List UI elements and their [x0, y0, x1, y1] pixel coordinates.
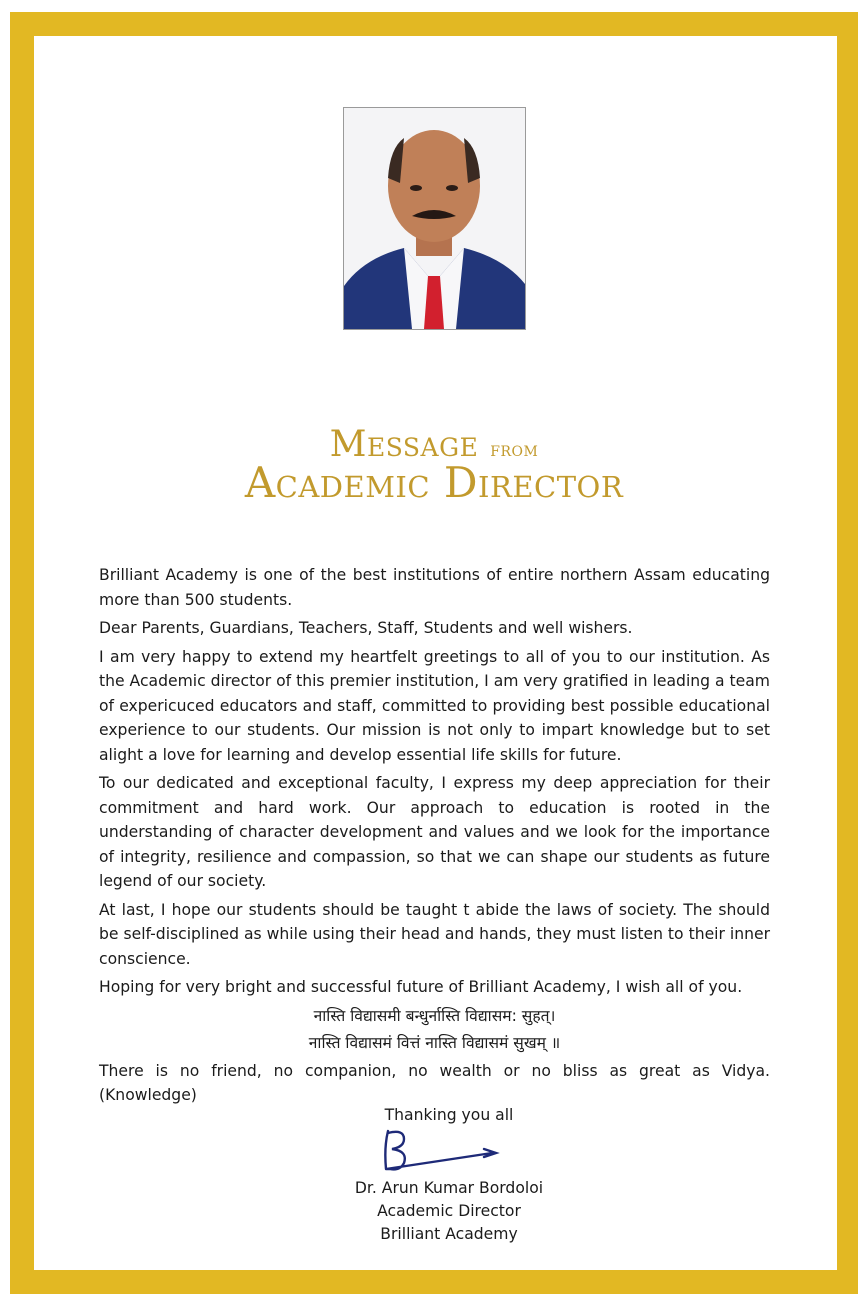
title-academic-director: Academic Director: [244, 458, 624, 507]
paragraph-greetings: I am very happy to extend my heartfelt greetings to all of you to our institution. As the Academic director of this premier institution, I am very gratified in leading a team of expericuced educators and staff, committed to providing best possible educational experience to our students. Our mission is not only to impart knowledge but to set alight a love for learning and develop essential life skills for future.: [99, 647, 770, 764]
director-portrait-photo: [343, 107, 526, 330]
verse-translation: There is no friend, no companion, no wealth or no bliss as great as Vidya. (Knowledge): [99, 1061, 770, 1104]
title-word-from: from: [490, 437, 539, 461]
signatory-name: Dr. Arun Kumar Bordoloi: [354, 1179, 544, 1197]
handwritten-signature: [374, 1125, 506, 1181]
paragraph-faculty: To our dedicated and exceptional faculty, I express my deep appreciation for their commitment and hard work. Our approach to education is rooted in the understanding of character development and values and we look for the importance of integrity, resilience and compassion, so that we can shape our students as future legend of our society.: [99, 774, 770, 890]
paragraph-salutation: Dear Parents, Guardians, Teachers, Staff, Students and well wishers.: [99, 619, 633, 637]
portrait-illustration: [344, 108, 525, 329]
signatory-organization: Brilliant Academy: [380, 1225, 518, 1243]
sanskrit-verse-line-1: नास्ति विद्यासमी बन्धुर्नास्ति विद्यासम: सुहत्।: [313, 1006, 556, 1025]
paragraph-discipline: At last, I hope our students should be taught t abide the laws of society. The should be self-disciplined as while using their head and hands, they must listen to their inner conscience.: [99, 900, 770, 968]
signatory-role: Academic Director: [377, 1202, 521, 1220]
sanskrit-verse-line-2: नास्ति विद्यासमं वित्तं नास्ति विद्यासमं सुखम् ॥: [308, 1034, 561, 1052]
paragraph-wishes: Hoping for very bright and successful future of Brilliant Academy, I wish all of you.: [99, 978, 743, 996]
closing-thanks: Thanking you all: [384, 1106, 514, 1124]
title-word-message: Message: [329, 424, 479, 465]
paragraph-intro: Brilliant Academy is one of the best institutions of entire northern Assam educating more than 500 students.: [99, 566, 770, 609]
message-body: [99, 563, 770, 1112]
